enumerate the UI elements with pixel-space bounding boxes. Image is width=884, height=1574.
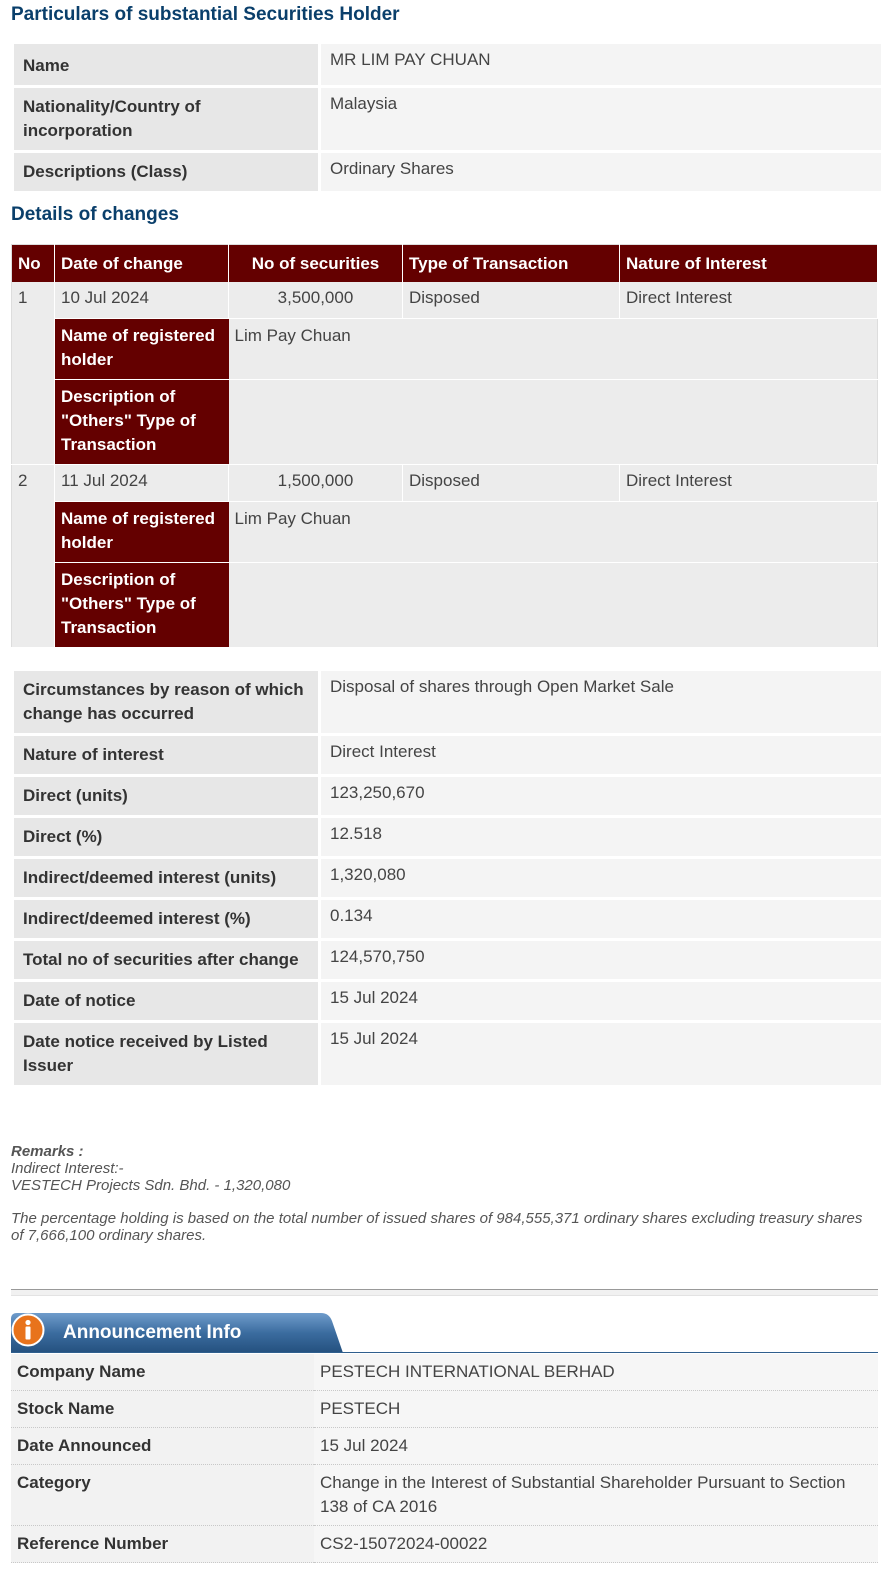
particulars-value: Ordinary Shares <box>318 153 881 191</box>
holder-label: Name of registered holder <box>55 319 229 380</box>
holder-row <box>12 502 878 563</box>
particulars-row <box>14 44 881 85</box>
info-value: PESTECH <box>314 1391 878 1428</box>
particulars-value: MR LIM PAY CHUAN <box>318 44 881 85</box>
summary-value: 15 Jul 2024 <box>318 1023 881 1085</box>
particulars-row <box>14 88 881 150</box>
info-row <box>11 1354 878 1391</box>
particulars-heading: Particulars of substantial Securities Holder <box>11 4 400 25</box>
summary-label: Direct (units) <box>14 777 318 815</box>
summary-row <box>14 859 881 897</box>
holder-value: Lim Pay Chuan <box>229 319 878 380</box>
col-securities: No of securities <box>229 245 403 283</box>
remarks-line: VESTECH Projects Sdn. Bhd. - 1,320,080 <box>11 1177 291 1194</box>
others-label: Description of "Others" Type of Transaction <box>55 563 229 648</box>
info-label: Category <box>11 1465 314 1526</box>
summary-label: Indirect/deemed interest (units) <box>14 859 318 897</box>
particulars-label: Nationality/Country of incorporation <box>14 88 318 150</box>
summary-row <box>14 941 881 979</box>
info-value: 15 Jul 2024 <box>314 1428 878 1465</box>
info-label: Stock Name <box>11 1391 314 1428</box>
info-icon <box>11 1313 45 1347</box>
announcement-title: Announcement Info <box>63 1322 242 1343</box>
summary-label: Date notice received by Listed Issuer <box>14 1023 318 1085</box>
summary-value: 123,250,670 <box>318 777 881 815</box>
announcement-tab <box>11 1313 878 1353</box>
changes-heading: Details of changes <box>11 204 179 225</box>
summary-row <box>14 671 881 733</box>
particulars-label: Descriptions (Class) <box>14 153 318 191</box>
particulars-row <box>14 153 881 191</box>
remarks-title: Remarks : <box>11 1143 84 1160</box>
row-type: Disposed <box>403 465 620 502</box>
summary-label: Circumstances by reason of which change has occurred <box>14 671 318 733</box>
summary-row <box>14 736 881 774</box>
summary-row <box>14 982 881 1020</box>
summary-table <box>14 668 881 1088</box>
table-row <box>12 465 878 502</box>
others-value <box>229 563 878 648</box>
info-row <box>11 1391 878 1428</box>
info-row <box>11 1465 878 1526</box>
summary-label: Indirect/deemed interest (%) <box>14 900 318 938</box>
row-securities: 3,500,000 <box>229 282 403 319</box>
particulars-table <box>14 41 881 194</box>
row-nature: Direct Interest <box>620 465 878 502</box>
col-date: Date of change <box>55 245 229 283</box>
holder-label: Name of registered holder <box>55 502 229 563</box>
holder-value: Lim Pay Chuan <box>229 502 878 563</box>
info-label: Reference Number <box>11 1526 314 1563</box>
row-securities: 1,500,000 <box>229 465 403 502</box>
summary-value: 1,320,080 <box>318 859 881 897</box>
section-divider <box>11 1289 878 1296</box>
summary-value: 15 Jul 2024 <box>318 982 881 1020</box>
particulars-value: Malaysia <box>318 88 881 150</box>
remarks-note: The percentage holding is based on the total number of issued shares of 984,555,371 ordinary shares excluding treasury shares of 7,666,100 ordinary shares. <box>11 1210 863 1244</box>
summary-row <box>14 818 881 856</box>
row-nature: Direct Interest <box>620 282 878 319</box>
info-value: Change in the Interest of Substantial Shareholder Pursuant to Section 138 of CA 2016 <box>314 1465 878 1526</box>
info-label: Company Name <box>11 1354 314 1391</box>
others-row <box>12 380 878 465</box>
row-date: 10 Jul 2024 <box>55 282 229 319</box>
summary-value: 124,570,750 <box>318 941 881 979</box>
others-row <box>12 563 878 648</box>
row-date: 11 Jul 2024 <box>55 465 229 502</box>
others-value <box>229 380 878 465</box>
changes-header-row <box>12 245 878 283</box>
summary-label: Direct (%) <box>14 818 318 856</box>
info-row <box>11 1428 878 1465</box>
remarks-line: Indirect Interest:- <box>11 1160 124 1177</box>
changes-table <box>11 244 878 648</box>
summary-value: 12.518 <box>318 818 881 856</box>
summary-row <box>14 900 881 938</box>
row-type: Disposed <box>403 282 620 319</box>
particulars-label: Name <box>14 44 318 85</box>
row-number: 1 <box>12 282 55 465</box>
holder-row <box>12 319 878 380</box>
summary-value: Direct Interest <box>318 736 881 774</box>
row-number: 2 <box>12 465 55 648</box>
summary-value: Disposal of shares through Open Market Sale <box>318 671 881 733</box>
info-row <box>11 1526 878 1563</box>
col-type: Type of Transaction <box>403 245 620 283</box>
info-value: PESTECH INTERNATIONAL BERHAD <box>314 1354 878 1391</box>
others-label: Description of "Others" Type of Transaction <box>55 380 229 465</box>
col-nature: Nature of Interest <box>620 245 878 283</box>
summary-label: Total no of securities after change <box>14 941 318 979</box>
summary-row <box>14 1023 881 1085</box>
col-no: No <box>12 245 55 283</box>
summary-label: Nature of interest <box>14 736 318 774</box>
announcement-info-table <box>11 1354 878 1563</box>
info-value: CS2-15072024-00022 <box>314 1526 878 1563</box>
summary-row <box>14 777 881 815</box>
summary-label: Date of notice <box>14 982 318 1020</box>
info-label: Date Announced <box>11 1428 314 1465</box>
remarks <box>11 1143 878 1244</box>
summary-value: 0.134 <box>318 900 881 938</box>
table-row <box>12 282 878 319</box>
